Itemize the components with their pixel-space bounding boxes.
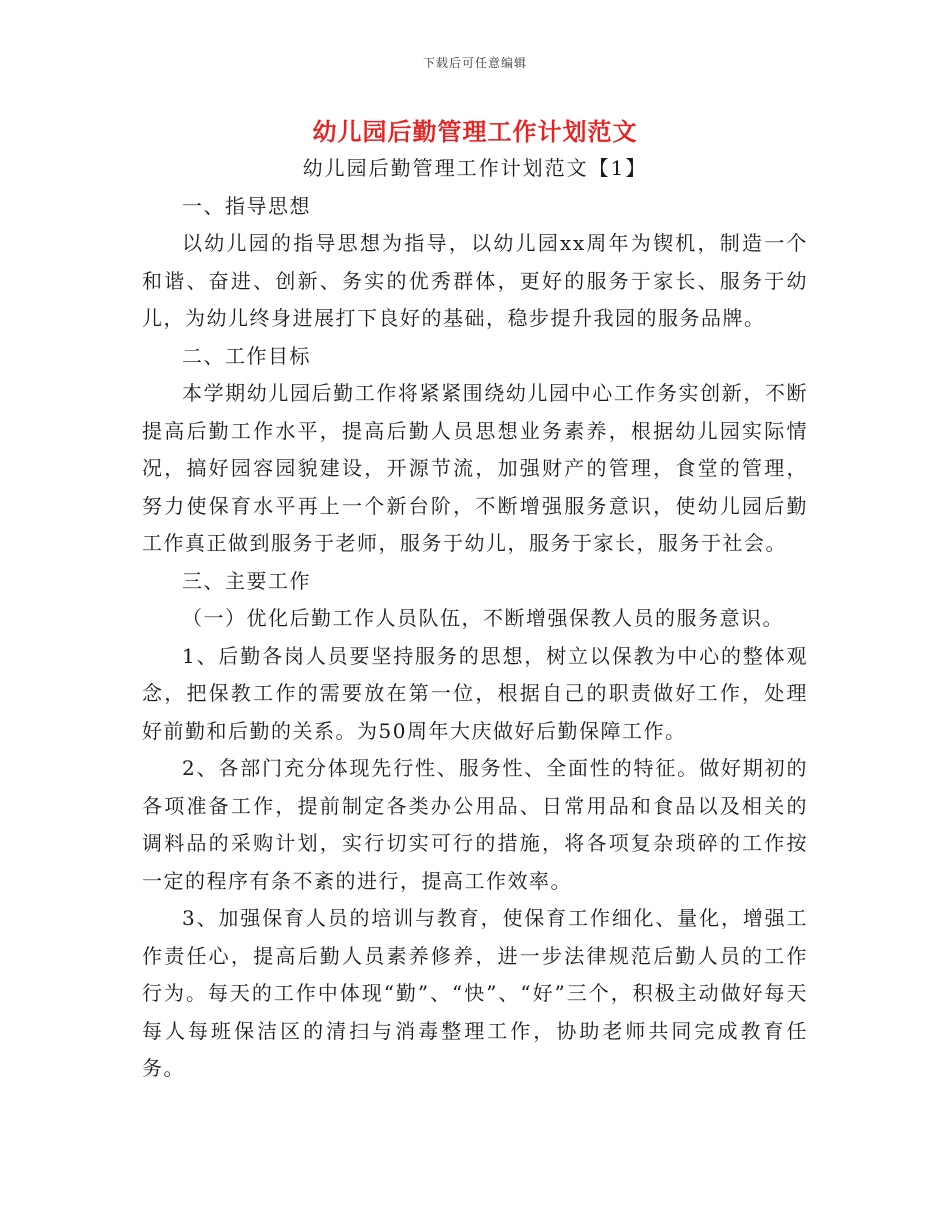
heading-main-work: 三、主要工作 <box>182 568 311 593</box>
paragraph-item-2: 2、各部门充分体现先行性、服务性、全面性的特征。做好期初的各项准备工作，提前制定各类办公用品、日常用品和食品以及相关的调料品的采购计划，实行切实可行的措施，将各项复杂琐碎的工作按一定的程序有条不紊的进行，提高工作效率。 <box>142 756 808 893</box>
heading-work-goals: 二、工作目标 <box>182 343 311 368</box>
paragraph-item-3: 3、加强保育人员的培训与教育，使保育工作细化、量化，增强工作责任心，提高后勤人员素养修养，进一步法律规范后勤人员的工作行为。每天的工作中体现“勤”、“快”、“好”三个，积极主动做好每天每人每班保洁区的清扫与消毒整理工作，协助老师共同完成教育任务。 <box>142 906 808 1080</box>
document-body <box>142 150 808 1088</box>
subheading-optimize-staff: （一）优化后勤工作人员队伍，不断增强保教人员的服务意识。 <box>182 606 784 630</box>
header-note: 下载后可任意编辑 <box>422 56 527 70</box>
paragraph-guiding-thought: 以幼儿园的指导思想为指导，以幼儿园xx周年为锲机，制造一个和谐、奋进、创新、务实的优秀群体，更好的服务于家长、服务于幼儿，为幼儿终身进展打下良好的基础，稳步提升我园的服务品牌。 <box>142 231 808 330</box>
section-subtitle: 幼儿园后勤管理工作计划范文【1】 <box>302 156 648 180</box>
document-title: 幼儿园后勤管理工作计划范文 <box>312 117 638 146</box>
paragraph-item-1: 1、后勤各岗人员要坚持服务的思想，树立以保教为中心的整体观念，把保教工作的需要放在第一位，根据自己的职责做好工作，处理好前勤和后勤的关系。为50周年大庆做好后勤保障工作。 <box>142 643 808 743</box>
heading-guiding-thought: 一、指导思想 <box>182 193 311 218</box>
paragraph-work-goals: 本学期幼儿园后勤工作将紧紧围绕幼儿园中心工作务实创新，不断提高后勤工作水平，提高后勤人员思想业务素养，根据幼儿园实际情况，搞好园容园貌建设，开源节流，加强财产的管理，食堂的管理，努力使保育水平再上一个新台阶，不断增强服务意识，使幼儿园后勤工作真正做到服务于老师，服务于幼儿，服务于家长，服务于社会。 <box>142 381 808 555</box>
